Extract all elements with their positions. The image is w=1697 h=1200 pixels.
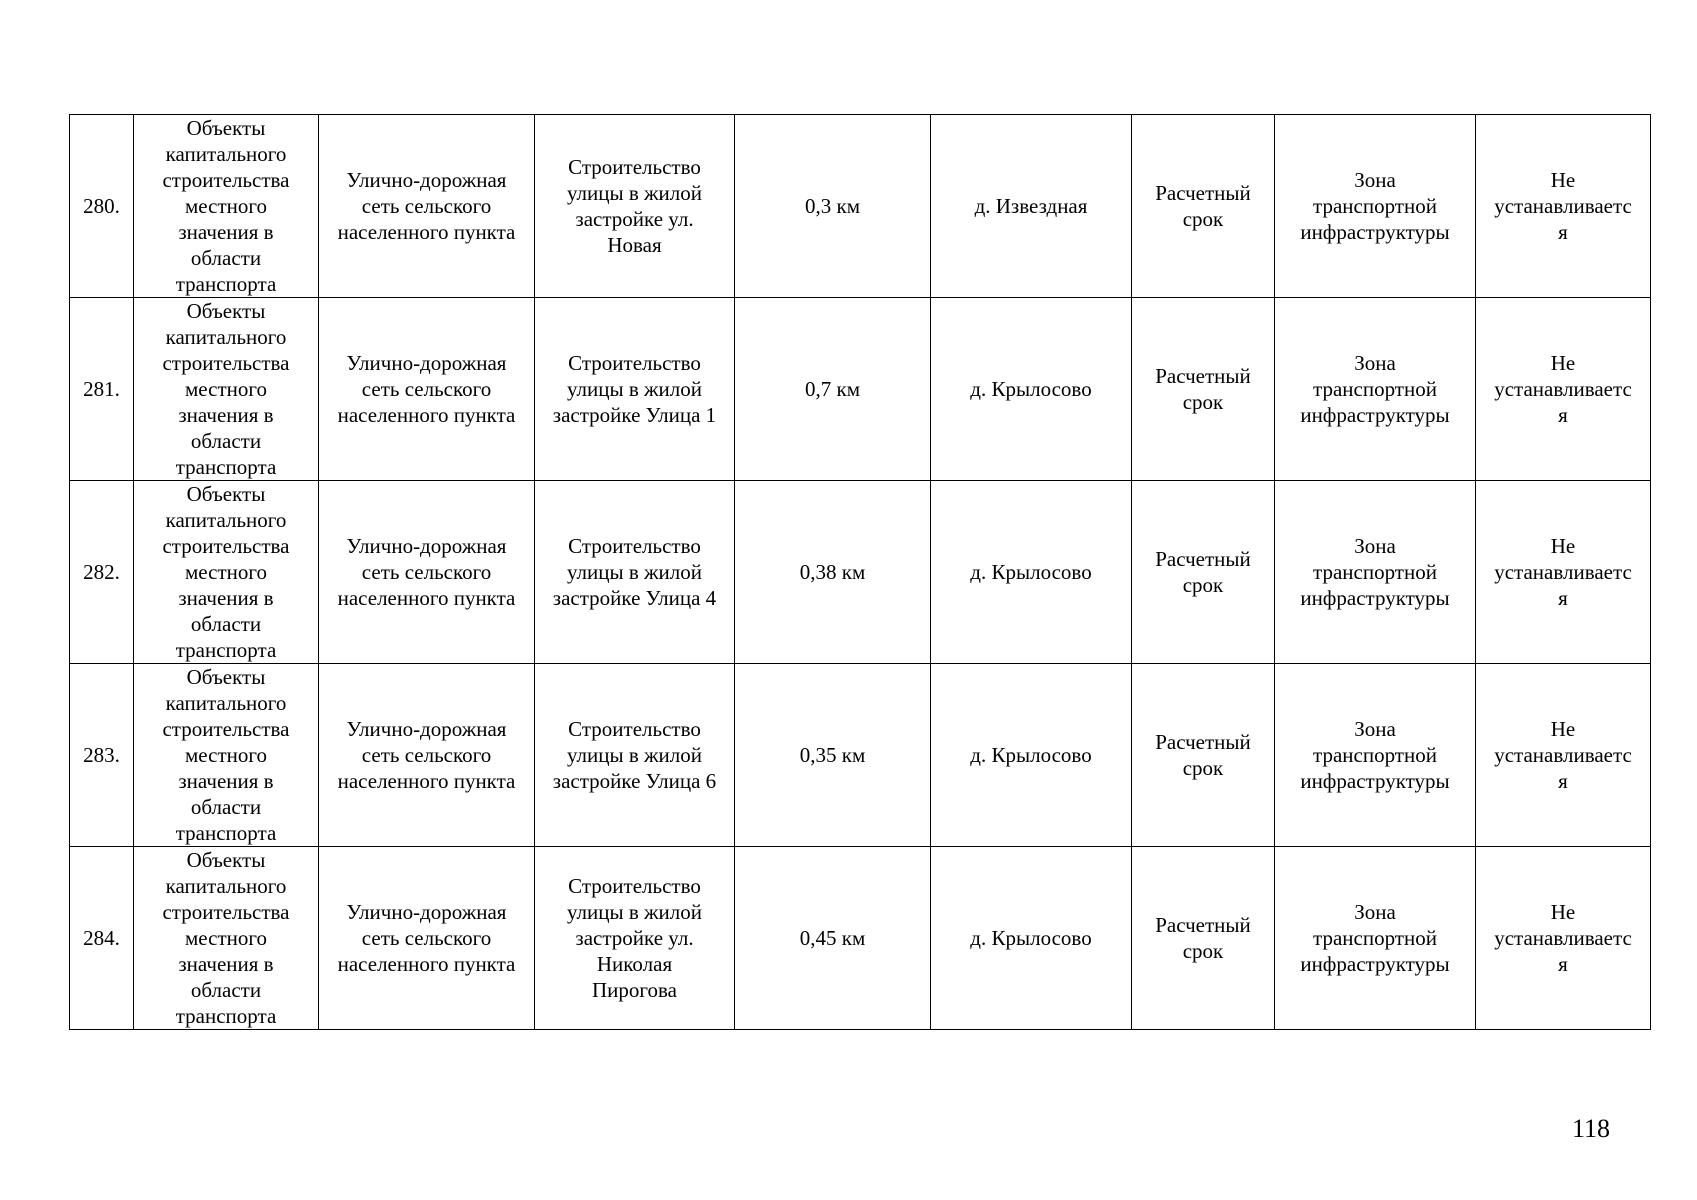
- row-number: 284.: [83, 926, 120, 950]
- object-purpose: Улично-дорожная сеть сельского населенного пункта: [337, 717, 516, 793]
- purpose-cell: [319, 115, 535, 298]
- capacity-cell: [735, 115, 931, 298]
- name-cell: [535, 115, 735, 298]
- table-row: [70, 847, 1651, 1030]
- object-capacity: 0,3 км: [805, 194, 860, 218]
- table-row: [70, 481, 1651, 664]
- purpose-cell: [319, 664, 535, 847]
- protection-zone-cell: [1476, 664, 1651, 847]
- purpose-cell: [319, 847, 535, 1030]
- implementation-term: Расчетный срок: [1155, 730, 1251, 780]
- object-type-cell: [134, 115, 319, 298]
- object-type-cell: [134, 664, 319, 847]
- row-number: 281.: [83, 377, 120, 401]
- table-row: [70, 298, 1651, 481]
- row-number-cell: [70, 847, 134, 1030]
- term-cell: [1132, 115, 1275, 298]
- zone-cell: [1275, 115, 1476, 298]
- row-number-cell: [70, 298, 134, 481]
- row-number: 280.: [83, 194, 120, 218]
- object-name: Строительство улицы в жилой застройке ул. Новая: [566, 155, 703, 257]
- implementation-term: Расчетный срок: [1155, 364, 1251, 414]
- capacity-cell: [735, 298, 931, 481]
- object-type: Объекты капитального строительства местного значения в области транспорта: [162, 482, 290, 662]
- protection-zone: Не устанавливаетс я: [1494, 717, 1632, 793]
- functional-zone: Зона транспортной инфраструктуры: [1300, 900, 1450, 976]
- object-location: д. Крылосово: [970, 926, 1092, 950]
- object-location: д. Извездная: [974, 194, 1088, 218]
- name-cell: [535, 481, 735, 664]
- object-purpose: Улично-дорожная сеть сельского населенного пункта: [337, 900, 516, 976]
- functional-zone: Зона транспортной инфраструктуры: [1300, 534, 1450, 610]
- object-name: Строительство улицы в жилой застройке Улица 4: [552, 534, 717, 610]
- zone-cell: [1275, 664, 1476, 847]
- object-name: Строительство улицы в жилой застройке Улица 6: [552, 717, 717, 793]
- row-number: 283.: [83, 743, 120, 767]
- object-capacity: 0,38 км: [799, 560, 866, 584]
- protection-zone-cell: [1476, 481, 1651, 664]
- object-capacity: 0,35 км: [799, 743, 866, 767]
- name-cell: [535, 664, 735, 847]
- protection-zone-cell: [1476, 115, 1651, 298]
- row-number-cell: [70, 115, 134, 298]
- object-type: Объекты капитального строительства местного значения в области транспорта: [162, 299, 290, 479]
- row-number-cell: [70, 481, 134, 664]
- location-cell: [931, 481, 1132, 664]
- object-location: д. Крылосово: [970, 560, 1092, 584]
- functional-zone: Зона транспортной инфраструктуры: [1300, 351, 1450, 427]
- page-number: 118: [1571, 1114, 1610, 1143]
- object-location: д. Крылосово: [970, 743, 1092, 767]
- zone-cell: [1275, 481, 1476, 664]
- functional-zone: Зона транспортной инфраструктуры: [1300, 717, 1450, 793]
- location-cell: [931, 298, 1132, 481]
- object-type-cell: [134, 298, 319, 481]
- object-capacity: 0,45 км: [799, 926, 866, 950]
- object-type-cell: [134, 481, 319, 664]
- table-row: [70, 664, 1651, 847]
- table-row: [70, 115, 1651, 298]
- location-cell: [931, 115, 1132, 298]
- protection-zone: Не устанавливаетс я: [1494, 351, 1632, 427]
- object-name: Строительство улицы в жилой застройке Улица 1: [552, 351, 717, 427]
- location-cell: [931, 847, 1132, 1030]
- object-name: Строительство улицы в жилой застройке ул. Николая Пирогова: [566, 874, 703, 1002]
- name-cell: [535, 847, 735, 1030]
- capacity-cell: [735, 847, 931, 1030]
- capacity-cell: [735, 481, 931, 664]
- object-type: Объекты капитального строительства местного значения в области транспорта: [162, 116, 290, 296]
- zone-cell: [1275, 847, 1476, 1030]
- zone-cell: [1275, 298, 1476, 481]
- purpose-cell: [319, 481, 535, 664]
- term-cell: [1132, 664, 1275, 847]
- term-cell: [1132, 298, 1275, 481]
- row-number: 282.: [83, 560, 120, 584]
- implementation-term: Расчетный срок: [1155, 181, 1251, 231]
- object-type-cell: [134, 847, 319, 1030]
- protection-zone: Не устанавливаетс я: [1494, 168, 1632, 244]
- location-cell: [931, 664, 1132, 847]
- implementation-term: Расчетный срок: [1155, 547, 1251, 597]
- object-type: Объекты капитального строительства местного значения в области транспорта: [162, 848, 290, 1028]
- capacity-cell: [735, 664, 931, 847]
- planned-objects-table: [69, 114, 1651, 1030]
- row-number-cell: [70, 664, 134, 847]
- functional-zone: Зона транспортной инфраструктуры: [1300, 168, 1450, 244]
- table-body: [70, 115, 1651, 1030]
- protection-zone-cell: [1476, 298, 1651, 481]
- implementation-term: Расчетный срок: [1155, 913, 1251, 963]
- name-cell: [535, 298, 735, 481]
- object-purpose: Улично-дорожная сеть сельского населенного пункта: [337, 351, 516, 427]
- object-purpose: Улично-дорожная сеть сельского населенного пункта: [337, 168, 516, 244]
- purpose-cell: [319, 298, 535, 481]
- protection-zone: Не устанавливаетс я: [1494, 534, 1632, 610]
- object-type: Объекты капитального строительства местного значения в области транспорта: [162, 665, 290, 845]
- object-purpose: Улично-дорожная сеть сельского населенного пункта: [337, 534, 516, 610]
- object-capacity: 0,7 км: [805, 377, 860, 401]
- term-cell: [1132, 847, 1275, 1030]
- protection-zone-cell: [1476, 847, 1651, 1030]
- object-location: д. Крылосово: [970, 377, 1092, 401]
- term-cell: [1132, 481, 1275, 664]
- protection-zone: Не устанавливаетс я: [1494, 900, 1632, 976]
